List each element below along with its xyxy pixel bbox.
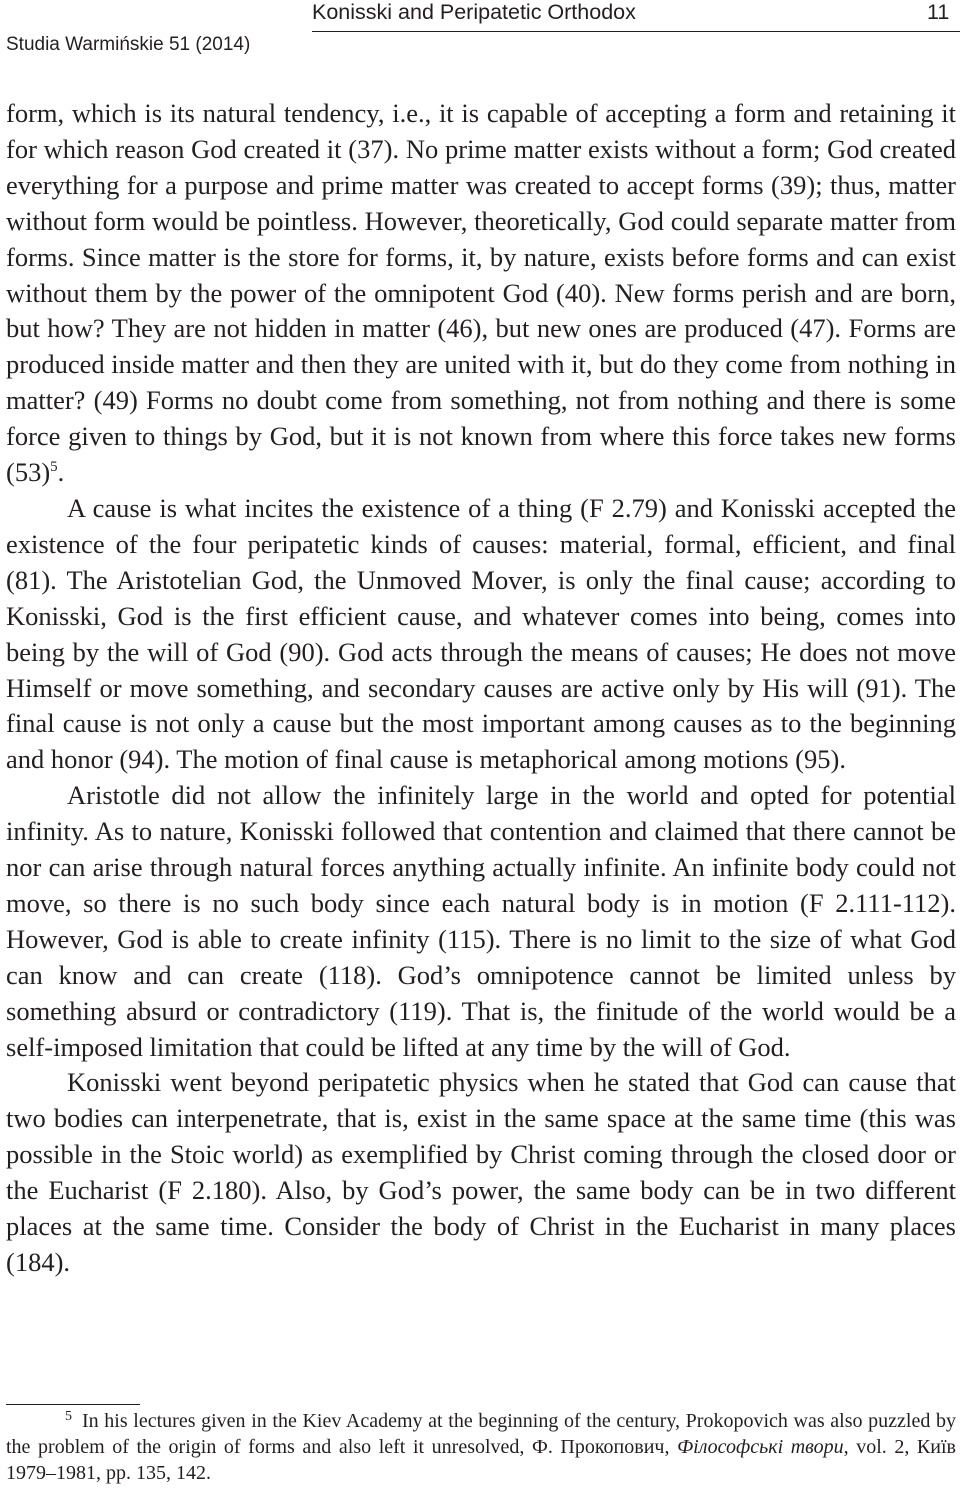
footnote-text-end: , vol. 2, Київ 1979–1981, pp. 135, 142.	[6, 1436, 956, 1484]
footnote-book-title: Філософські твори	[677, 1436, 844, 1458]
footnote	[6, 1408, 956, 1486]
footnote-text-start: In his lectures given in the Kiev Academy at the beginning of the century, Prokopovich was also puzzled by the problem of the origin of forms and also left it unresolved, Ф. Прокопович,	[6, 1410, 956, 1458]
footnote-marker: 5	[65, 1409, 72, 1424]
journal-citation: Studia Warmińskie 51 (2014)	[6, 34, 251, 55]
paragraph-3: Aristotle did not allow the infinitely large in the world and opted for potential infinity. As to nature, Konisski followed that contention and claimed that there cannot be nor can arise through natural forces anything actually infinite. An infinite body could not move, so there is no such body since each natural body is in motion (F 2.111-112). However, God is able to create infinity (115). There is no limit to the size of what God can know and can create (118). God’s omnipotence cannot be limited unless by something absurd or contradictory (119). That is, the finitude of the world would be a self-imposed limitation that could be lifted at any time by the will of God.	[6, 780, 956, 1062]
page-number: 11	[927, 0, 950, 24]
main-text	[6, 96, 956, 1281]
footnote-rule	[6, 1404, 140, 1405]
paragraph-1: form, which is its natural tendency, i.e., it is capable of accepting a form and retaining it for which reason God created it (37). No prime matter exists without a form; God created everything for a purpose and prime matter was created to accept forms (39); thus, matter without form would be pointless. However, theoretically, God could separate matter from forms. Since matter is the store for forms, it, by nature, exists before forms and can exist without them by the power of the omnipotent God (40). New forms perish and are born, but how? They are not hidden in matter (46), but new ones are produced (47). Forms are produced inside matter and then they are united with it, but do they come from nothing in matter? (49) Forms no doubt come from something, not from nothing and there is some force given to things by God, but it is not known from where this force takes new forms $(53)^5$.	[6, 98, 956, 488]
header-rule	[312, 31, 960, 32]
paragraph-4: Konisski went beyond peripatetic physics when he stated that God can cause that two bodies can interpenetrate, that is, exist in the same space at the same time (this was possible in the Stoic world) as exemplified by Christ coming through the closed door or the Eucharist (F 2.180). Also, by God’s power, the same body can be in two different places at the same time. Consider the body of Christ in the Eucharist in many places (184).	[6, 1067, 956, 1277]
running-title: Konisski and Peripatetic Orthodox	[312, 0, 636, 24]
paragraph-1-text: form, which is its natural tendency, i.e., it is capable of accepting a form and retaining it for which reason God created it (37). No prime matter exists without a form; God created everything for a purpose and prime matter was created to accept forms (39); thus, matter without form would be pointless. However, theoretically, God could separate matter from forms. Since matter is the store for forms, it, by nature, exists before forms and can exist without them by the power of the omnipotent God (40). New forms perish and are born, but how? They are not hidden in matter (46), but new ones are produced (47). Forms are produced inside matter and then they are united with it, but do they come from nothing in matter? (49) Forms no doubt come from something, not from nothing and there is some force given to things by God, but it is not known from where this force takes new forms (53)	[6, 98, 956, 488]
paragraph-2: A cause is what incites the existence of a thing (F 2.79) and Konisski accepted the existence of the four peripatetic kinds of causes: material, formal, efficient, and final (81). The Aristotelian God, the Unmoved Mover, is only the final cause; according to Konisski, God is the first efficient cause, and whatever comes into being, comes into being by the will of God (90). God acts through the means of causes; He does not move Himself or move something, and secondary causes are active only by His will (91). The final cause is not only a cause but the most important among causes as to the beginning and honor (94). The motion of final cause is metaphorical among motions (95).	[6, 492, 956, 775]
footnote-reference[interactable]: 5	[50, 459, 58, 476]
